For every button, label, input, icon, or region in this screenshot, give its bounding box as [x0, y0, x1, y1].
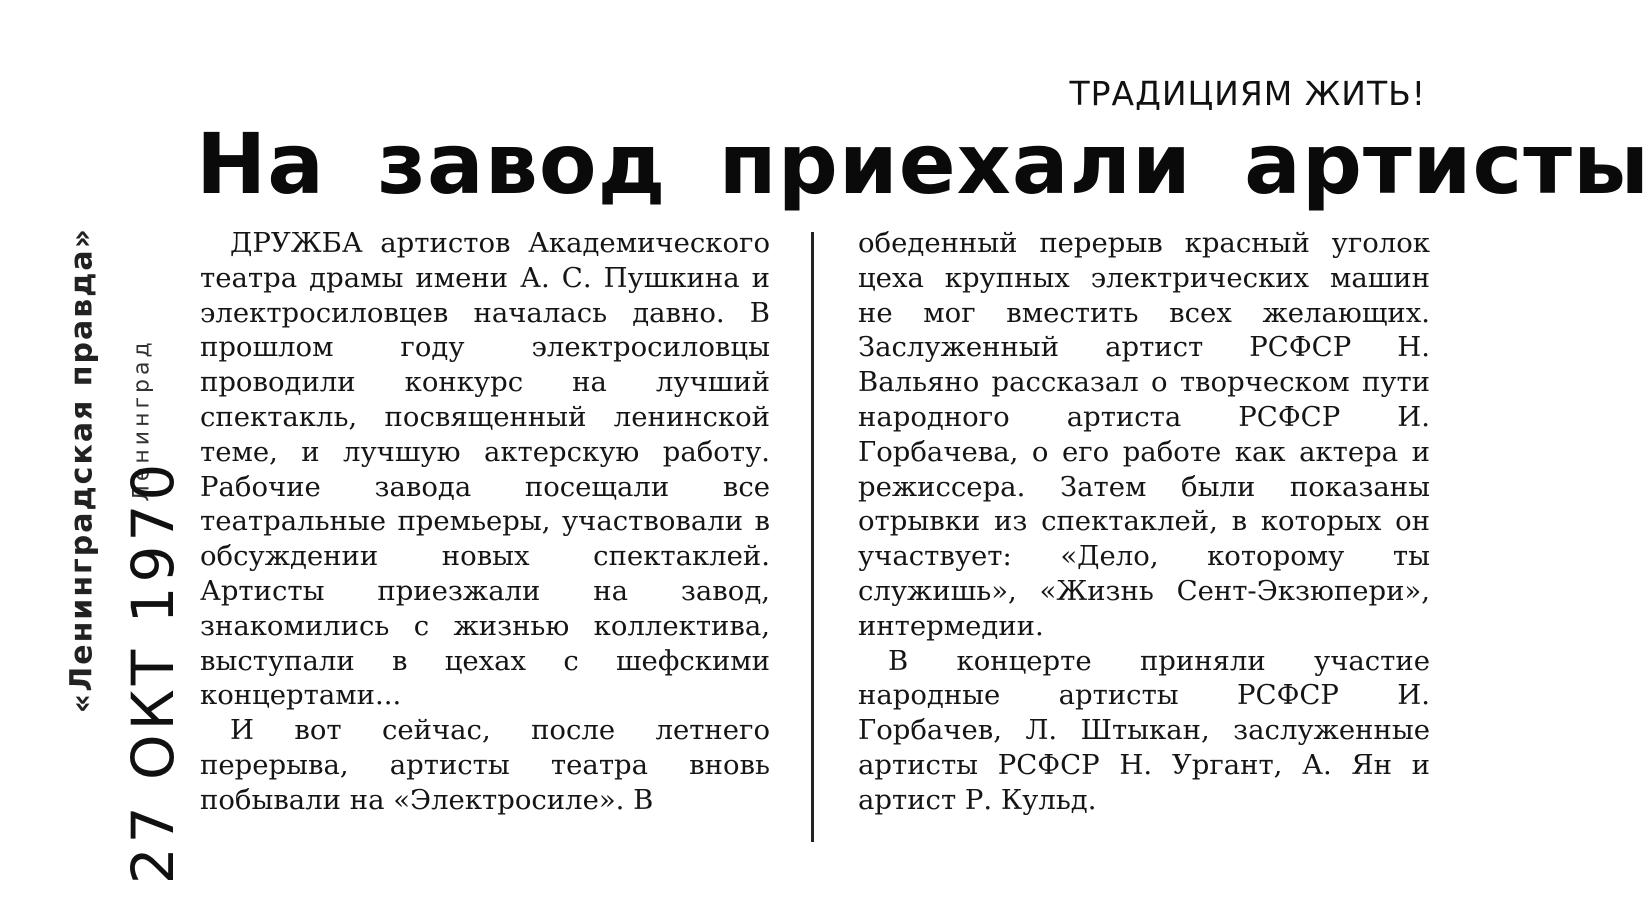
article-paragraph: обеденный перерыв красный уголок цеха крупных электрических машин не мог вместить всех желающих. Заслуженный артист РСФСР Н. Вальяно рассказал о творческом пути народного артиста РСФСР И. Горбачева, о его работе как актера и режиссера. Затем были показаны отрывки из спектаклей, в которых он участвует: «Дело, которому ты служишь», «Жизнь Сент-Экзюпери», интермедии. [858, 227, 1430, 642]
column-divider [811, 232, 814, 842]
article-left-column [200, 226, 770, 818]
article-paragraph: ДРУЖБА артистов Академического театра драмы имени А. С. Пушкина и электросиловцев началась давно. В прошлом году электросиловцы проводили конкурс на лучший спектакль, посвященный ленинской теме, и лучшую актерскую работу. Рабочие завода посещали все театральные премьеры, участвовали в обсуждении новых спектаклей. Артисты приезжали на завод, знакомились с жизнью коллектива, выступали в цехах с шефскими концертами... [200, 227, 770, 712]
article-paragraph: И вот сейчас, после летнего перерыва, артисты театра вновь побывали на «Электросиле». В [200, 714, 770, 816]
article-paragraph: В концерте приняли участие народные артисты РСФСР И. Горбачев, Л. Штыкан, заслуженные артисты РСФСР Н. Ургант, А. Ян и артист Р. Кульд. [858, 644, 1430, 816]
city-stamp: Ленинград [129, 338, 155, 502]
newspaper-masthead-stamp: «Ленинградская правда» [64, 226, 100, 714]
article-right-column [858, 226, 1430, 818]
date-stamp: 27 ОКТ 1970 [119, 459, 187, 885]
article-headline: На завод приехали артисты [196, 115, 1650, 213]
rubric-heading: ТРАДИЦИЯМ ЖИТЬ! [1069, 74, 1426, 113]
